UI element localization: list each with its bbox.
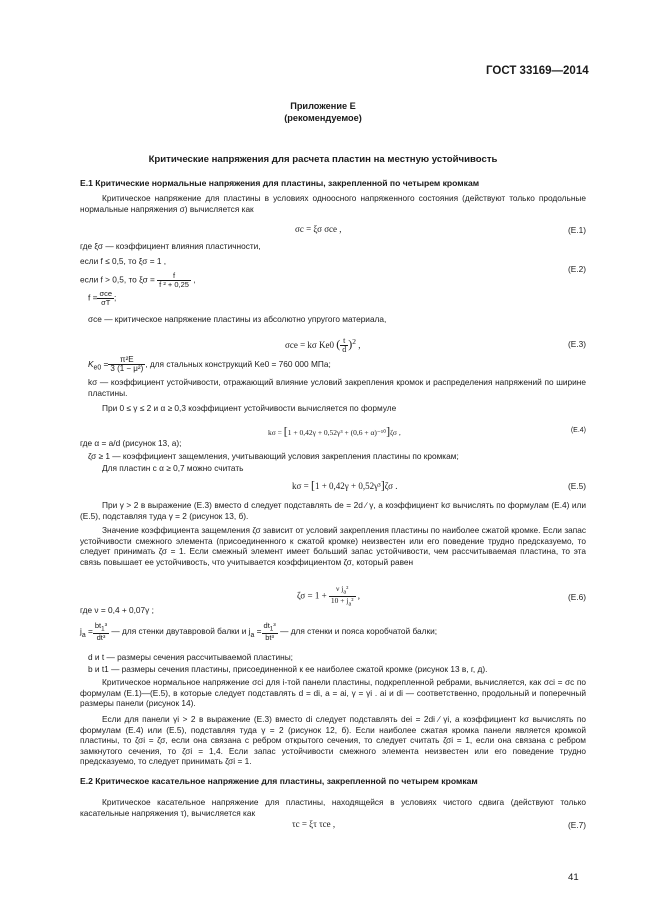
xi-fraction: $\frac{f}{\text{f ² + 0,25}}$ (159, 271, 189, 289)
equation-e7: τc = ξτ τce , (292, 819, 336, 829)
document-title: Критические напряжения для расчета пластин на местную устойчивость (148, 154, 498, 165)
equation-number-e2: (Е.2) (568, 264, 586, 274)
f-definition: f = $\frac{\text{σce}}{\sigma T}$ ; (88, 289, 117, 307)
equation-number-e1: (Е.1) (568, 225, 586, 235)
equation-e1: σc = ξσ σce , (295, 224, 342, 234)
page-number: 41 (568, 872, 579, 883)
paragraph-gamma-gt2: При γ > 2 в выражение (Е.3) вместо d следует подставлять de = 2d ∕ γ, а коэффициент kσ вычислять по формулам (Е.4) или (Е.5), подставляя туда γ = 2 (рисунок 13, б). (80, 500, 586, 521)
appendix-title: Приложение Е (290, 101, 356, 111)
paragraph-critical-normal: Критическое нормальное напряжение σci для i-той панели пластины, подкрепленной ребрами, вычисляется, как σci = σc по формулам (Е.1)—(Е.5), в которые следует подставлять d = di, a = ai, γ = γi . ai и di — соответственно, продольный и поперечный размеры панели (рисунок 14). (80, 677, 586, 709)
range-sentence: При 0 ≤ γ ≤ 2 и α ≥ 0,3 коэффициент устойчивости вычисляется по формуле (102, 403, 397, 413)
if-line-2: если f > 0,5, то ξσ = $\frac{f}{\text{f ² + 0,25}}$ , (80, 271, 196, 289)
sigma-ce-description: σce — критическое напряжение пластины из абсолютно упругого материала, (88, 314, 387, 324)
equation-e5: kσ = [1 + 0,42γ + 0,52γ³]ζσ . (292, 478, 398, 492)
b-t1-definition: b и t1 — размеры сечения пластины, присоединенной к ее наиболее сжатой кромке (рисунок 13 в, г, д). (88, 664, 488, 674)
k-sigma-description: kσ — коэффициент устойчивости, отражающий влияние условий закрепления кромок и распределения напряжений по ширине пластины. (88, 377, 586, 398)
if-line-1: если f ≤ 0,5, то ξσ = 1 , (80, 256, 167, 266)
small-alpha-sentence: Для пластин с α ≥ 0,7 можно считать (102, 463, 244, 473)
standard-number: ГОСТ 33169—2014 (486, 65, 589, 77)
paragraph-zeta-value: Значение коэффициента защемления ζσ зависит от условий закрепления пластины по наиболее сжатой кромке. Если запас устойчивости смежного элемента (присоединенного к сжатой кромке) неизвестен или его поведение трудно предсказуемо, то следует принимать ζσ = 1. Если смежный элемент имеет больший запас устойчивости, чем рассчитываемая пластина, то эта связь повышает ее устойчивость, что учитывается коэффициентом ζσ, который равен (80, 525, 586, 567)
equation-number-e5: (Е.5) (568, 481, 586, 491)
paragraph-panel-gamma: Если для панели γi > 2 в выражение (Е.3) вместо di следует подставлять dei = 2di ∕ γi, а коэффициент kσ вычислять по формулам (Е.4) или (Е.5), подставляя туда γ = 2 (рисунок 12, б). Если наиболее сжатая кромка панели является кромкой пластины, то ζσi = ζσ, если она связана с ребром открытого сечения, то следует считать ζσi = 1, если она связана с ребром замкнутого сечения, то ζσi = 1,4. Если запас устойчивости смежного элемента неизвестен или его поведение трудно предсказуемо, то следует принимать ζσi = 1. (80, 714, 586, 767)
equation-number-e7: (Е.7) (568, 820, 586, 830)
ke0-line: $K_{e0}$ = $\frac{\text{π²E}}{\text{3 (1 − μ²)}}$ , для стальных конструкций Ke0 = 760 000 МПа; (88, 355, 331, 374)
equation-e3: σce = kσ Ke0 ( $\frac{t}{d}$ )$^2$ , (285, 336, 361, 355)
equation-number-e6: (Е.6) (568, 592, 586, 602)
alpha-definition: где α = a/d (рисунок 13, а); (80, 438, 182, 448)
where-xi-line: где ξσ — коэффициент влияния пластичности, (80, 241, 261, 251)
nu-definition: где ν = 0,4 + 0,07γ ; (80, 605, 154, 615)
section-e2-heading: Е.2 Критическое касательное напряжение для пластины, закрепленной по четырем кромкам (80, 776, 478, 786)
section-e1-heading: Е.1 Критические нормальные напряжения для пластины, закрепленной по четырем кромкам (80, 178, 480, 188)
d-t-definition: d и t — размеры сечения рассчитываемой пластины; (88, 652, 293, 662)
ja-line: $j_a$ = $\frac{bt_1^3}{\text{dt³}}$ — для стенки двутавровой балки и $j_a$ = $\frac{dt_1^3}{\text{bt³}}$ — для стенки и пояса коробчатой балки; (80, 621, 438, 643)
equation-e4: kσ = [1 + 0,42γ + 0,52γ³ + (0,6 + α)⁻¹⁰]ζσ , (268, 424, 401, 438)
zeta-definition: ζσ ≥ 1 — коэффициент защемления, учитывающий условия закрепления пластины по кромкам; (88, 451, 459, 461)
appendix-subtitle: (рекомендуемое) (284, 113, 362, 123)
if-line-2-text: если f > 0,5, то ξσ = (80, 274, 155, 285)
equation-e6: ζσ = 1 + $\frac{\nu j_a^2}{10 + j_a^2}$ , (297, 584, 361, 608)
paragraph-e1-intro: Критическое напряжение для пластины в условиях одноосного напряженного состояния (действуют только продольные нормальные напряжения σ) вычисляется как (80, 193, 586, 214)
paragraph-shear: Критическое касательное напряжение для пластины, находящейся в условиях чистого сдвига (действуют только касательные напряжения τ), вычисляется как (80, 797, 586, 818)
equation-number-e3: (Е.3) (568, 339, 586, 349)
equation-number-e4: (Е.4) (570, 427, 586, 434)
